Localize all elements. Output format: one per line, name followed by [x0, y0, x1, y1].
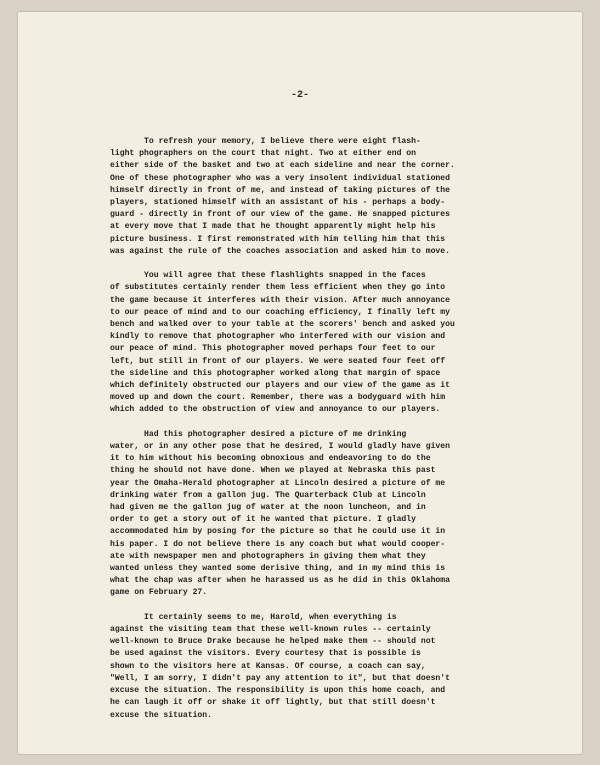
- text-line: year the Omaha-Herald photographer at Lincoln desired a picture of me: [110, 478, 446, 488]
- page-number: -2-: [290, 90, 309, 101]
- text-line: shown to the visitors here at Kansas. Of course, a coach can say,: [110, 661, 426, 671]
- paragraph-1: [110, 136, 514, 258]
- text-line: be used against the visitors. Every courtesy that is possible is: [110, 649, 421, 659]
- text-line: himself directly in front of me, and instead of taking pictures of the: [110, 185, 450, 195]
- text-line: the sideline and this photographer worked along that margin of space: [110, 368, 441, 378]
- text-line: either side of the basket and two at each sideline and near the corner.: [110, 161, 455, 171]
- text-line: To refresh your memory, I believe there were eight flash-: [144, 137, 421, 146]
- text-line: he can laugh it off or shake it off lightly, but that still doesn't: [110, 698, 436, 708]
- text-line: "Well, I am sorry, I didn't pay any attention to it", but that doesn't: [110, 673, 450, 683]
- text-line: order to get a story out of it he wanted that picture. I gladly: [110, 515, 416, 525]
- text-line: which added to the obstruction of view and annoyance to our players.: [110, 405, 441, 415]
- text-line: was against the rule of the coaches association and asked him to move.: [110, 246, 450, 256]
- text-line: light phographers on the court that night. Two at either end on: [110, 149, 416, 159]
- text-line: it to him without his becoming obnoxious and endeavoring to do the: [110, 454, 431, 464]
- paragraph-4: [110, 612, 514, 722]
- text-line: thing he should not have done. When we played at Nebraska this past: [110, 466, 436, 476]
- text-line: game on February 27.: [110, 588, 208, 598]
- text-line: of substitutes certainly render them less efficient when they go into: [110, 283, 446, 293]
- text-line: picture business. I first remonstrated with him telling him that this: [110, 234, 446, 244]
- text-line: drinking water from a gallon jug. The Quarterback Club at Lincoln: [110, 490, 426, 500]
- text-line: water, or in any other pose that he desired, I would gladly have given: [110, 442, 450, 452]
- text-line: against the visiting team that these well-known rules -- certainly: [110, 625, 431, 635]
- text-line: Had this photographer desired a picture of me drinking: [144, 429, 407, 439]
- text-line: to our peace of mind and to our coaching efficiency, I finally left my: [110, 307, 450, 317]
- text-line: ate with newspaper men and photographers in giving them what they: [110, 551, 426, 561]
- text-line: accommodated him by posing for the picture so that he could use it in: [110, 527, 446, 537]
- letter-body: [110, 136, 514, 734]
- text-line: bench and walked over to your table at the scorers' bench and asked you: [110, 320, 455, 330]
- text-line: at every move that I made that he thought apparently might help his: [110, 222, 436, 232]
- text-line: left, but still in front of our players. We were seated four feet off: [110, 356, 446, 366]
- text-line: excuse the situation. The responsibility is upon this home coach, and: [110, 686, 446, 696]
- text-line: kindly to remove that photographer who interfered with our vision and: [110, 332, 446, 342]
- text-line: our peace of mind. This photographer moved perhaps four feet to our: [110, 344, 436, 354]
- text-line: his paper. I do not believe there is any coach but what would cooper-: [110, 539, 446, 549]
- paragraph-2: [110, 270, 514, 416]
- paragraph-3: [110, 429, 514, 600]
- text-line: moved up and down the court. Remember, there was a bodyguard with him: [110, 393, 446, 403]
- text-line: what the chap was after when he harassed us as he did in this Oklahoma: [110, 576, 450, 586]
- text-line: had given me the gallon jug of water at the noon luncheon, and in: [110, 503, 426, 513]
- text-line: players, stationed himself with an assistant of his - perhaps a body-: [110, 198, 446, 208]
- text-line: You will agree that these flashlights snapped in the faces: [144, 271, 426, 281]
- text-line: One of these photographer who was a very insolent individual stationed: [110, 173, 450, 183]
- letter-page: [18, 12, 582, 754]
- text-line: guard - directly in front of our view of the game. He snapped pictures: [110, 210, 450, 220]
- text-line: excuse the situation.: [110, 710, 212, 720]
- text-line: the game because it interferes with their vision. After much annoyance: [110, 295, 450, 305]
- text-line: which definitely obstructed our players and our view of the game as it: [110, 381, 450, 391]
- text-line: well-known to Bruce Drake because he helped make them -- should not: [110, 637, 436, 647]
- text-line: wanted unless they wanted some derisive thing, and in my mind this is: [110, 564, 446, 574]
- text-line: It certainly seems to me, Harold, when everything is: [144, 612, 397, 622]
